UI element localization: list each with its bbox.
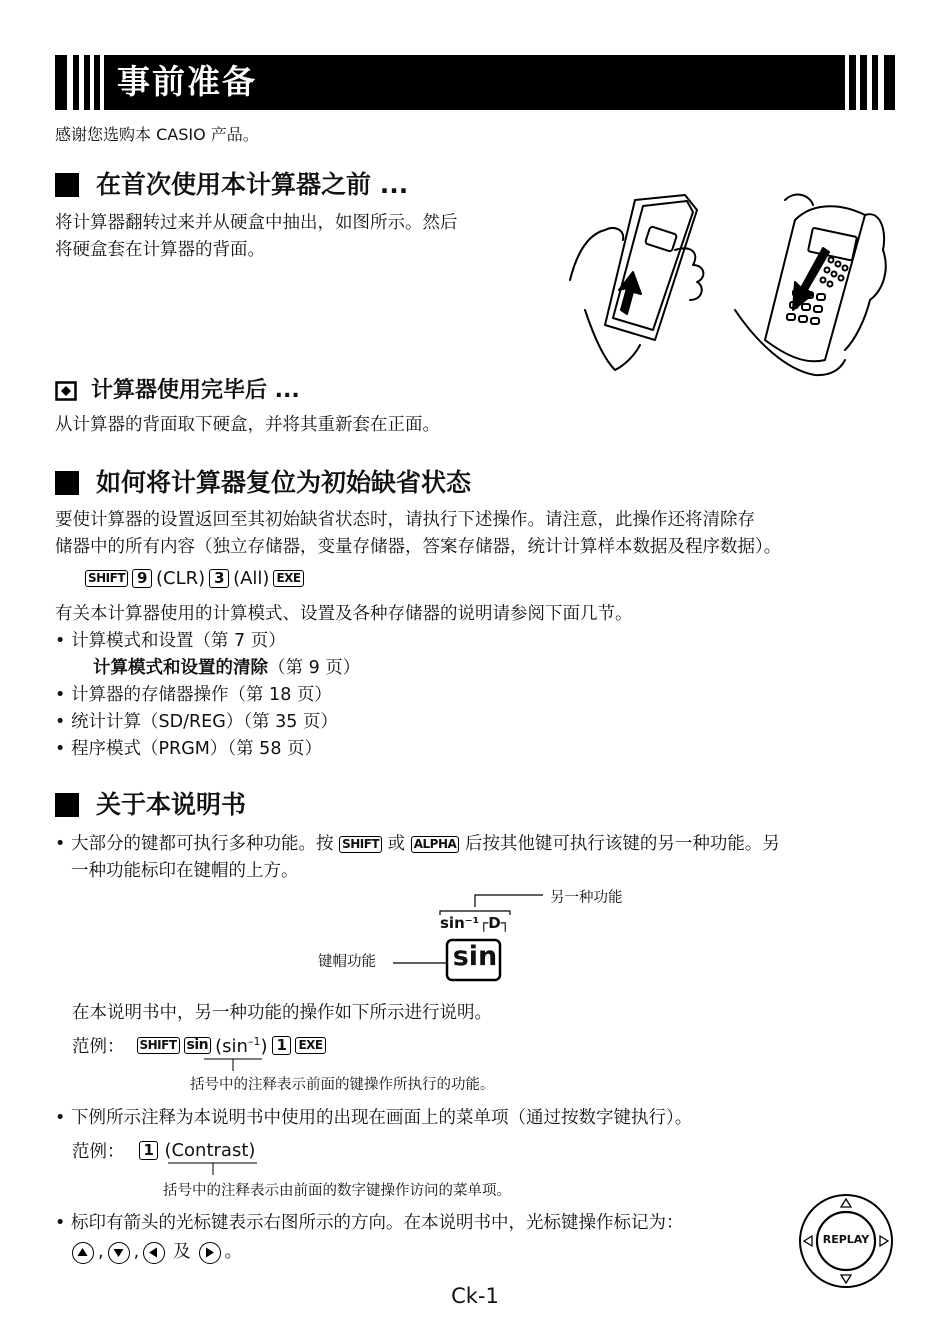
all-label: (All) [233, 568, 270, 589]
list-item-text: 计算模式和设置（第 7 页） [71, 631, 286, 651]
reset-key-sequence [85, 568, 304, 589]
square-bullet-icon [55, 471, 79, 495]
alt-function-label: 另一种功能 [550, 890, 623, 906]
text: (sin [215, 1035, 248, 1057]
text: 大部分的键都可执行多种功能。按 [71, 834, 340, 854]
sin-key: sin [184, 1037, 212, 1054]
three-key: 3 [209, 569, 229, 588]
list-item: • 大部分的键都可执行多种功能。按 SHIFT 或 ALPHA 后按其他键可执行该键的另一种功能。另 [55, 834, 780, 854]
list-item-text: 程序模式（PRGM）（第 58 页） [71, 739, 323, 759]
replay-label: REPLAY [822, 1233, 870, 1246]
separator: , [98, 1242, 104, 1262]
menu-item-note: (Contrast) [164, 1140, 256, 1161]
cursor-up-icon [72, 1242, 94, 1264]
example-2-note: 括号中的注释表示由前面的数字键操作访问的菜单项。 [163, 1183, 511, 1199]
cursor-right-icon [199, 1242, 221, 1264]
section-heading-after-use [55, 376, 300, 406]
clr-label: (CLR) [155, 568, 206, 589]
superscript: –1 [247, 1034, 261, 1048]
body-line: 储器中的所有内容（独立存储器，变量存储器，答案存储器，统计计算样本数据及程序数据）。 [55, 537, 782, 557]
text: 或 [382, 834, 411, 854]
section-heading-reset [55, 466, 471, 500]
refer-text: 有关本计算器使用的计算模式、设置及各种存储器的说明请参阅下面几节。 [55, 604, 633, 624]
page-ref: （第 9 页） [268, 658, 361, 678]
nine-key: 9 [132, 569, 152, 588]
shift-key: SHIFT [339, 836, 382, 853]
text: ) [260, 1035, 268, 1057]
shift-key: SHIFT [137, 1037, 180, 1054]
shift-key: SHIFT [85, 570, 128, 587]
example-2 [72, 1138, 255, 1163]
alt-function-text: sin⁻¹┌D┐ [440, 914, 510, 932]
note-connector [200, 1058, 270, 1072]
list-item-text: 下例所示注释为本说明书中使用的出现在画面上的菜单项（通过按数字键执行）。 [71, 1108, 693, 1128]
alpha-key: ALPHA [411, 836, 460, 853]
list-item: • 下例所示注释为本说明书中使用的出现在画面上的菜单项（通过按数字键执行）。 [55, 1108, 693, 1128]
cursor-left-icon [143, 1242, 165, 1264]
example-1-note: 括号中的注释表示前面的键操作所执行的功能。 [190, 1077, 495, 1093]
text: 后按其他键可执行该键的另一种功能。另 [459, 834, 780, 854]
list-item-text: 计算器的存储器操作（第 18 页） [71, 685, 332, 705]
title-banner [55, 55, 895, 110]
cursor-down-icon [108, 1242, 130, 1264]
diamond-box-icon [55, 381, 77, 401]
bold-text: 计算模式和设置的清除 [93, 658, 268, 678]
list-item: • 统计计算（SD/REG）（第 35 页） [55, 712, 338, 732]
page-number: Ck-1 [451, 1284, 499, 1308]
keycap-function-label: 键帽功能 [318, 954, 376, 970]
section-heading-manual [55, 788, 246, 822]
heading-text: 在首次使用本计算器之前 ... [96, 170, 409, 199]
exe-key: EXE [273, 570, 303, 587]
note-connector [165, 1162, 265, 1176]
one-key: 1 [139, 1141, 159, 1160]
heading-text: 关于本说明书 [96, 790, 247, 819]
separator: , [133, 1242, 140, 1262]
thanks-text: 感谢您选购本 CASIO 产品。 [55, 125, 259, 144]
body-line: 将计算器翻转过来并从硬盒中抽出，如图所示。然后 [55, 213, 458, 233]
heading-text: 如何将计算器复位为初始缺省状态 [96, 468, 472, 497]
example-1 [72, 1033, 326, 1058]
list-item: • 计算模式和设置（第 7 页） [55, 631, 286, 651]
reset-body [55, 507, 781, 561]
list-item: • 标印有箭头的光标键表示右图所示的方向。在本说明书中，光标键操作标记为： [55, 1213, 684, 1233]
first-use-body [55, 210, 458, 264]
square-bullet-icon [55, 173, 79, 197]
list-item-continuation: 一种功能标印在键帽的上方。 [71, 861, 299, 881]
list-sub-item [93, 655, 360, 682]
section-heading-first-use [55, 168, 408, 202]
body-line: 要使计算器的设置返回至其初始缺省状态时，请执行下述操作。请注意，此操作还将清除存 [55, 510, 755, 530]
list-item: • 程序模式（PRGM）（第 58 页） [55, 739, 323, 759]
and-text: 及 [173, 1242, 191, 1262]
after-use-body: 从计算器的背面取下硬盒，并将其重新套在正面。 [55, 415, 440, 435]
one-key: 1 [272, 1036, 292, 1055]
square-bullet-icon [55, 793, 79, 817]
list-item-text: 统计计算（SD/REG）（第 35 页） [71, 712, 338, 732]
heading-text: 计算器使用完毕后 ... [91, 378, 300, 403]
calculator-case-illustration [565, 190, 895, 380]
list-item-text: 标印有箭头的光标键表示右图所示的方向。在本说明书中，光标键操作标记为： [71, 1213, 684, 1233]
list-item: • 计算器的存储器操作（第 18 页） [55, 685, 332, 705]
example-label: 范例： [72, 1142, 125, 1162]
example-label: 范例： [72, 1037, 125, 1057]
period: 。 [224, 1242, 243, 1262]
exe-key: EXE [295, 1037, 325, 1054]
function-note [215, 1035, 267, 1057]
cursor-keys-line [72, 1239, 242, 1266]
sin-key: sin [452, 941, 498, 972]
explain-text: 在本说明书中，另一种功能的操作如下所示进行说明。 [72, 1003, 492, 1023]
body-line: 将硬盒套在计算器的背面。 [55, 240, 265, 260]
page-title: 事前准备 [117, 62, 257, 101]
